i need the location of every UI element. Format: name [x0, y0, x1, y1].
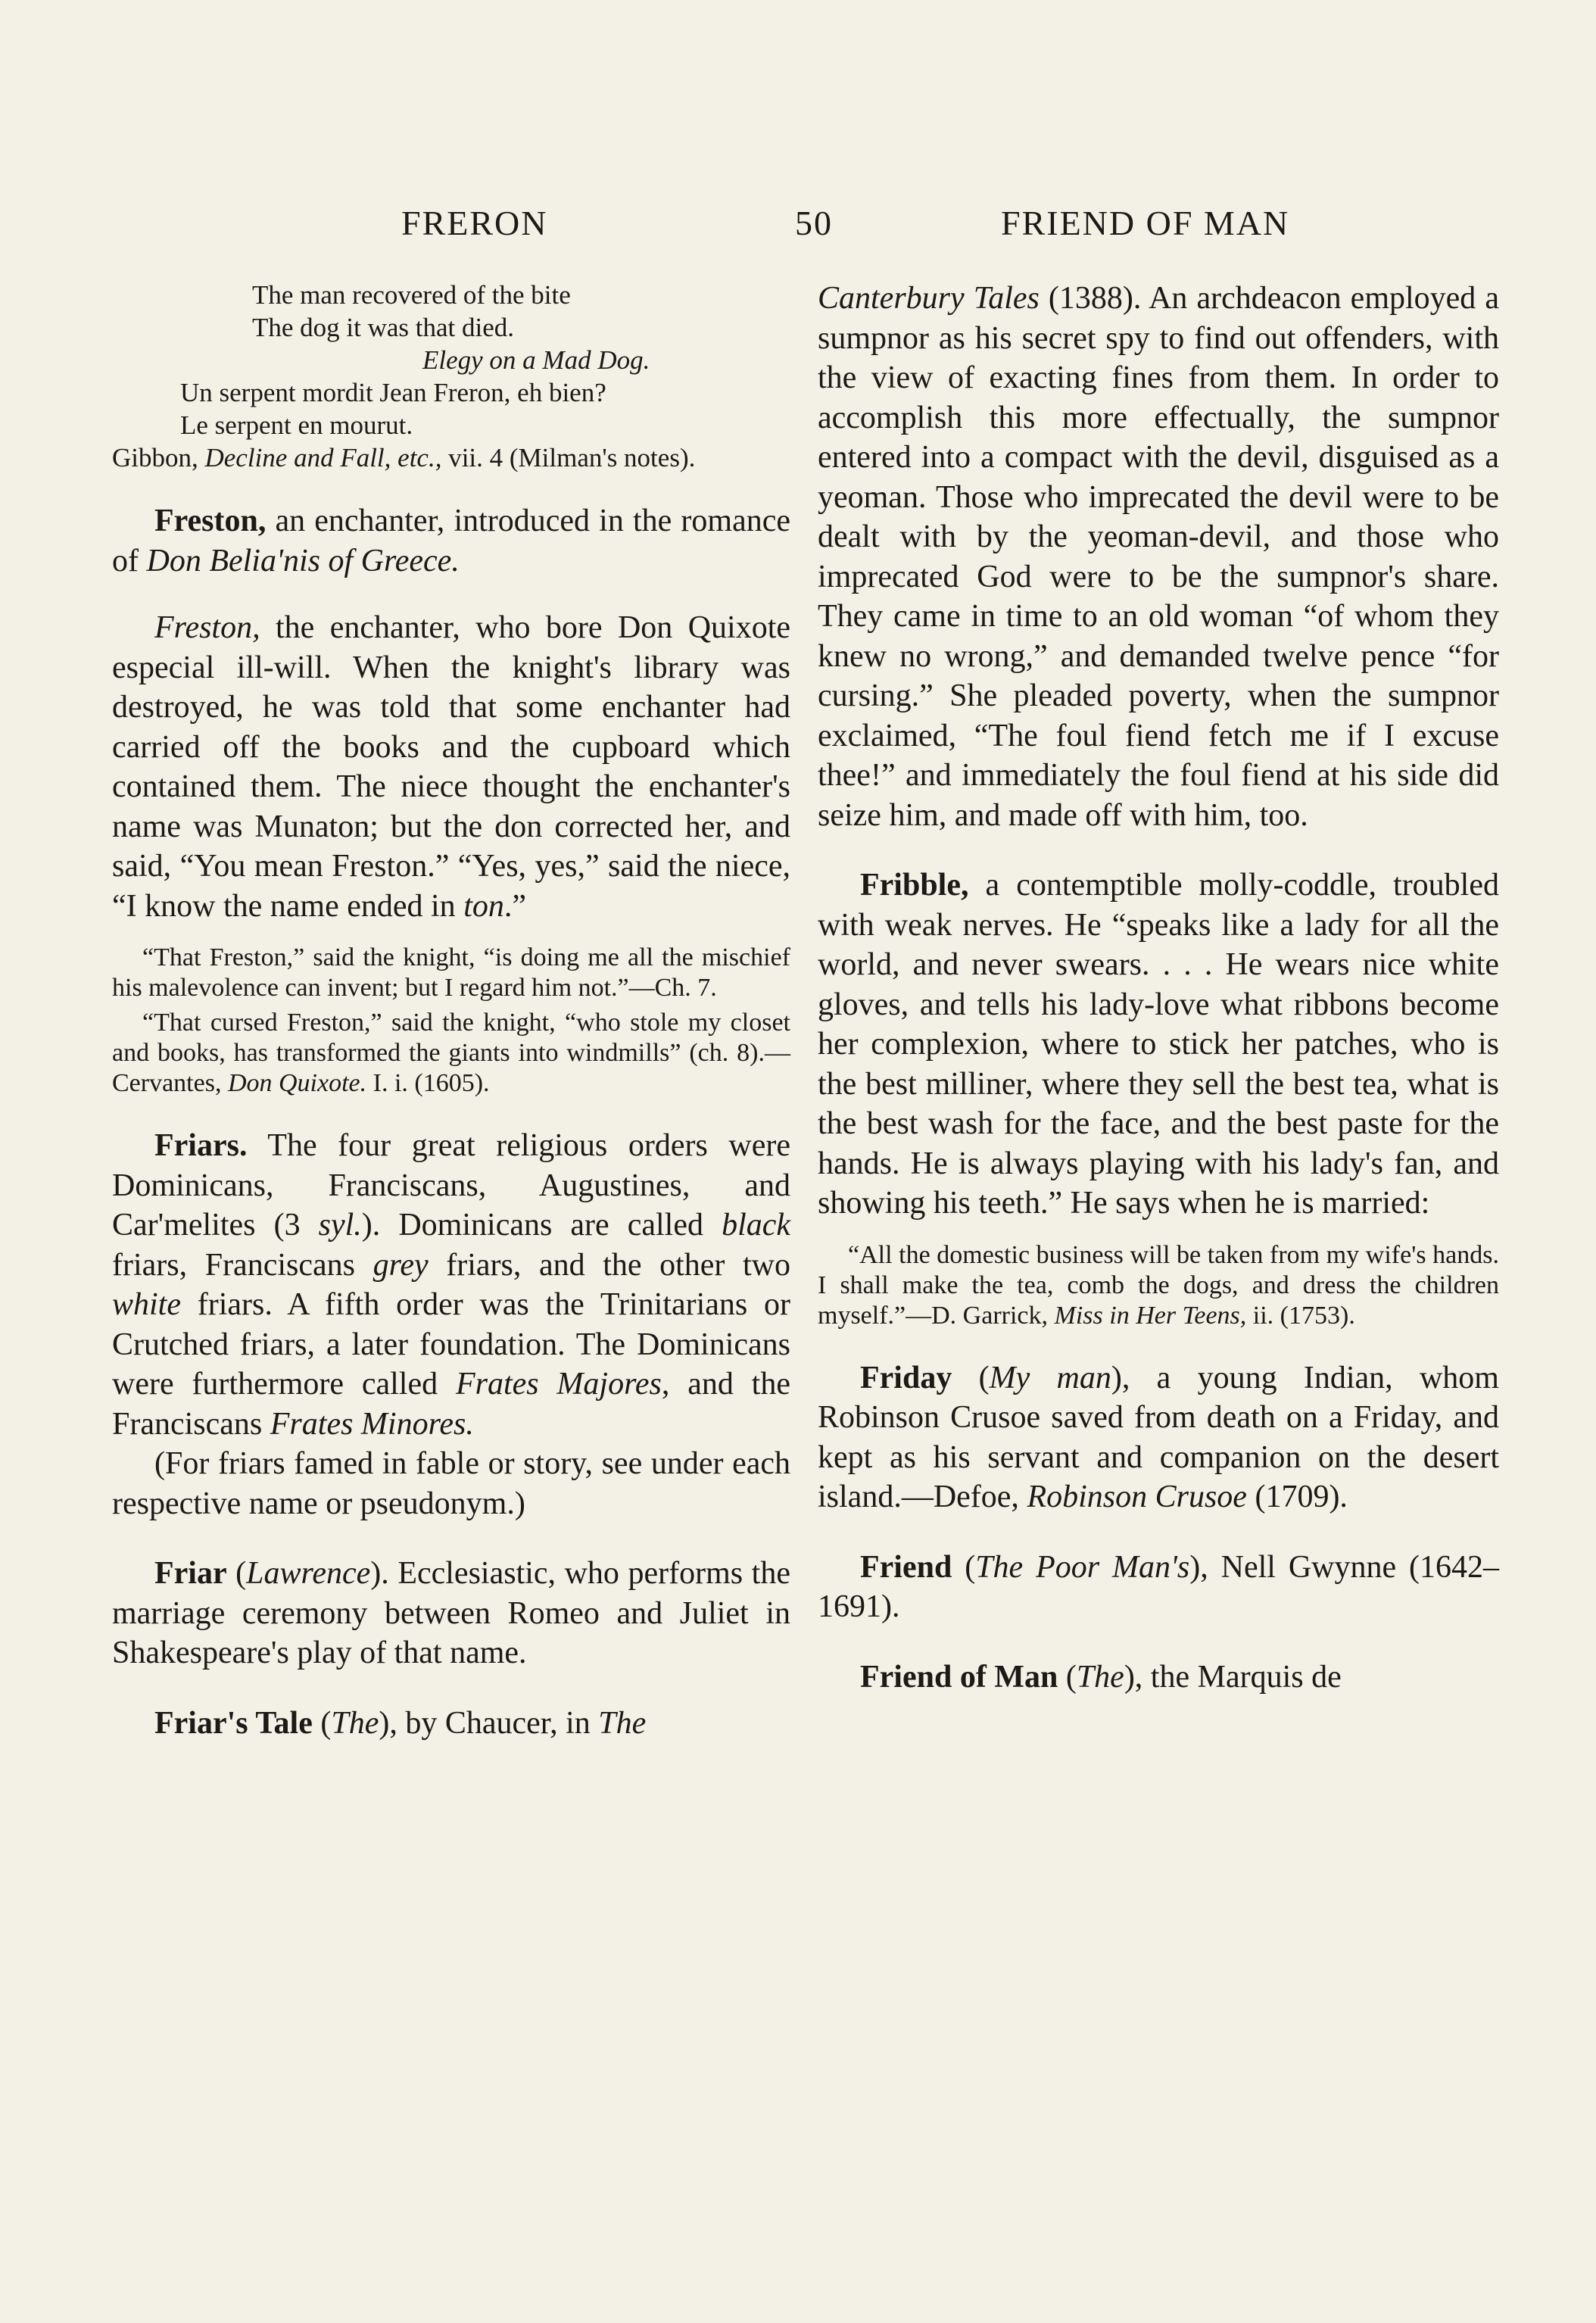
entry-text: ( — [952, 1549, 976, 1585]
entry-text: an enchanter, introduced in the romance of — [112, 504, 790, 578]
entry-text: ), by Chaucer, in — [379, 1705, 599, 1741]
entry-friars-tale-continued — [818, 279, 1499, 835]
entry-headword: Freston, — [154, 504, 267, 538]
quote-freston-ch8 — [112, 1008, 790, 1099]
entry-friday — [818, 1358, 1499, 1517]
entry-emphasis: Frates Majores — [455, 1367, 662, 1402]
quote-text: I. i. (1605). — [366, 1069, 490, 1097]
entry-text: , and the Franciscans — [112, 1367, 790, 1442]
entry-freston-romance — [112, 501, 790, 581]
entry-text: .” — [503, 888, 527, 924]
citation-ref: vii. 4 (Milman's notes). — [448, 443, 696, 472]
entry-headword: Friar — [154, 1556, 227, 1591]
entry-freston-quixote — [112, 608, 790, 926]
entry-headword: Friar's Tale — [154, 1705, 313, 1741]
entry-text: The four great religious orders were Dominicans, Franciscans, Augustines, and Car'melites (3 — [112, 1128, 790, 1243]
quote-text: “All the domestic business will be taken from my wife's hands. I shall make the tea, comb the dogs, and dress the children myself.”—D. Garrick, — [818, 1240, 1499, 1330]
entry-text: (1388). An archdeacon employed a sumpnor as his secret spy to find out offenders, with the view of exacting fines from them. In order to accomplish this more effectually, the sumpnor entered into a compact with the devil, disguised as a yeoman. Those who imprecated the devil were to be dealt with by the yeoman-devil, and those who imprecated God were to be the sumpnor's share. They came in time to an old woman “of whom they knew no wrong,” and demanded twelve pence “for cursing.” She pleaded poverty, when the sumpnor exclaimed, “The foul fiend fetch me if I excuse thee!” and immediately the foul fiend at his side did seize him, and made off with him, too. — [818, 281, 1499, 833]
entry-friar-lawrence — [112, 1554, 790, 1673]
verse-line: The dog it was that died. — [252, 313, 515, 342]
entry-text: ( — [952, 1360, 990, 1395]
entry-work-title: Canterbury Tales — [818, 281, 1040, 316]
entry-emphasis: grey — [373, 1247, 429, 1283]
quote-fribble — [818, 1240, 1499, 1331]
page-number: 50 — [795, 204, 833, 242]
verse-citation — [112, 441, 790, 474]
entry-friend — [818, 1548, 1499, 1627]
verse-source — [112, 344, 790, 376]
entry-emphasis: My man — [989, 1360, 1111, 1395]
entry-text: ), a young Indian, whom Robinson Crusoe saved from death on a Friday, and kept as his servant and companion on the desert island.—Defoe, — [818, 1360, 1499, 1514]
entry-emphasis: syl. — [318, 1208, 362, 1243]
entry-emphasis: The Poor Man's — [975, 1549, 1190, 1585]
verse-line: Le serpent en mourut. — [180, 410, 413, 440]
entry-text: ). Ecclesiastic, who performs the marriage ceremony between Romeo and Juliet in Shakespeare's play of that name. — [112, 1556, 790, 1670]
entry-work-title: Don Belia'nis of Greece. — [146, 543, 460, 578]
entry-friars — [112, 1126, 790, 1444]
entry-headword: Friars. — [154, 1128, 248, 1163]
entry-text: ( — [1058, 1659, 1077, 1695]
entry-emphasis: Lawrence — [246, 1556, 371, 1591]
entry-headword: Friend — [860, 1549, 952, 1585]
entry-text: the enchanter, who bore Don Quixote especial ill-will. When the knight's library was destroyed, he was told that some enchanter had carried off the books and the cupboard which contained them. The niece thought the enchanter's name was Munaton; but the don corrected her, and said, “You mean Freston.” “Yes, yes,” said the niece, “I know the name ended in — [112, 610, 790, 924]
entry-text: ), Nell Gwynne (1642–1691). — [818, 1549, 1499, 1624]
entry-text: (1709). — [1246, 1480, 1348, 1514]
entry-text: ). Dominicans are called — [361, 1208, 722, 1243]
entry-text: ( — [226, 1556, 247, 1591]
entry-emphasis: The — [331, 1705, 379, 1741]
citation-author: Gibbon, — [112, 443, 198, 472]
right-column — [818, 279, 1499, 1697]
quote-text: “That cursed Freston,” said the knight, “who stole my closet and books, has transformed the giants into windmills” (ch. 8).—Cervantes, — [112, 1009, 790, 1097]
entry-fribble — [818, 865, 1499, 1224]
entry-emphasis: white — [112, 1287, 181, 1322]
entry-friars-note: (For friars famed in fable or story, see under each respective name or pseudonym.) — [112, 1446, 790, 1521]
header-last-word: FRIEND OF MAN — [1001, 204, 1290, 242]
entry-text: friars, and the other two — [428, 1247, 790, 1283]
quote-text: ii. (1753). — [1246, 1301, 1355, 1330]
citation-work: Decline and Fall, etc., — [204, 443, 442, 472]
quote-freston-ch7: “That Freston,” said the knight, “is doing me all the mischief his malevolence can invent; but I regard him not.”—Ch. 7. — [112, 943, 790, 1002]
entry-emphasis: Frates Minores. — [270, 1406, 474, 1442]
quote-work-title: Miss in Her Teens, — [1054, 1301, 1247, 1330]
entry-emphasis: black — [722, 1208, 791, 1243]
entry-text: friars, Franciscans — [112, 1247, 373, 1283]
entry-text: ), the Marquis de — [1124, 1659, 1342, 1695]
left-column — [112, 279, 790, 1743]
entry-text: friars. A fifth order was the Trinitarians or Crutched friars, a later foundation. The Dominicans were furthermore called — [112, 1287, 790, 1402]
entry-headword: Friday — [860, 1360, 952, 1395]
entry-headword: Freston, — [154, 610, 260, 645]
entry-headword: Fribble, — [860, 868, 969, 903]
entry-emphasis: ton — [463, 888, 504, 924]
entry-text: ( — [312, 1705, 332, 1741]
entry-friars-tale — [112, 1704, 790, 1744]
verse-source-title: Elegy on a Mad Dog. — [422, 345, 650, 375]
entry-text: a contemptible molly-coddle, troubled with weak nerves. He “speaks like a lady for all the world, and never swears. . . . He wears nice white gloves, and tells his lady-love what ribbons become her complexion, where to stick her patches, who is the best milliner, where they sell the best tea, what is the best wash for the face, and the best paste for the hands. He is always playing with his lady's fan, and showing his teeth.” He says when he is married: — [818, 868, 1499, 1221]
entry-emphasis: The — [1076, 1659, 1124, 1695]
entry-work-title: Robinson Crusoe — [1027, 1480, 1247, 1514]
entry-friend-of-man — [818, 1657, 1499, 1698]
verse-quote — [112, 279, 790, 474]
running-header — [114, 203, 1499, 248]
quote-work-title: Don Quixote. — [227, 1069, 367, 1097]
verse-line: Un serpent mordit Jean Freron, eh bien? — [180, 378, 606, 407]
header-first-word: FRERON — [401, 204, 548, 242]
entry-headword: Friend of Man — [860, 1659, 1058, 1695]
entry-emphasis: The — [598, 1705, 647, 1741]
verse-line: The man recovered of the bite — [252, 280, 571, 310]
